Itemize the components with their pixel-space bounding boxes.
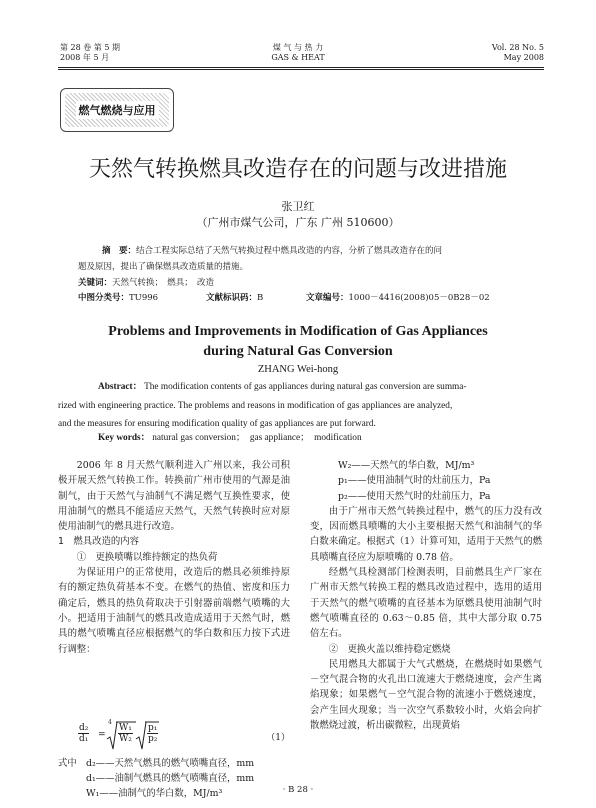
p1-desc: p₁——使用油制气时的灶前压力，Pa — [338, 475, 491, 487]
intro-paragraph: 2006 年 8 月天然气顺利进入广州以来，我公司积极开展天然气转换工作。转换前广州市使用的气源是油制气，由于天然气与油制气不满足燃气互换性要求，使用油制气的燃具不能适应天然气，天然气转换时应对原使用油制气的燃具进行改造。 — [58, 460, 290, 533]
section-heading-1: 1 燃具改造的内容 — [58, 536, 139, 548]
affiliation: （广州市煤气公司，广东 广州 510600） — [196, 216, 400, 229]
w1-desc: W₁——油制气的华白数，MJ/m³ — [86, 788, 223, 799]
radical-sign — [106, 721, 118, 751]
section-badge — [60, 88, 174, 132]
abstract-cn-line1: 摘 要：结合工程实际总结了天然气转换过程中燃具改造的内容，分析了燃具改造存在的问 — [102, 246, 443, 256]
header-left: 第 28 卷 第 5 期 2008 年 5 月 — [60, 43, 120, 62]
left-column — [58, 458, 290, 657]
subheading-2: ② 更换火盖以维持稳定燃烧 — [328, 643, 451, 655]
paragraph-2: 为保证用户的正常使用，改造后的燃具必须维持原有的额定热负荷基本不变。在燃气的热值、密度和压力确定后，燃具的热负荷取决于引射器前端燃气喷嘴的大小。把适用于油制气的燃具改造成适用于天然气时，燃具的燃气喷嘴直径应根据燃气的华白数和压力按下式进行调整： — [58, 567, 290, 655]
where-label: 式中 — [58, 758, 77, 769]
article-title: 天然气转换燃具改造存在的问题与改进措施 — [88, 157, 507, 182]
formula-p-ratio: $\frac{\text{p₁}}{\text{p₂}}$ — [148, 723, 158, 744]
article-id: 文章编号：1000－4416(2008)05－0B28－02 — [306, 293, 490, 303]
keywords-cn-label: 关键词： — [78, 278, 113, 288]
formula-lhs: $\frac{\text{d₂}}{\text{d₁}}$ — [79, 723, 89, 744]
paragraph-5: 民用燃具大都属于大气式燃烧，在燃烧时如果燃气－空气混合物的火孔出口流速大于燃烧速度，会产生离焰现象；如果燃气－空气混合物的流速小于燃烧速度，会产生回火现象；当一次空气系数较小时，火焰会向扩散燃烧过渡，析出碳微粒，出现黄焰 — [310, 658, 542, 732]
d1-desc: d₁——油制气燃具的燃气喷嘴直径，mm — [86, 773, 255, 784]
english-abstract-label: Abstract： — [98, 382, 142, 392]
keywords-cn: 关键词：天然气转换； 燃具； 改造 — [78, 278, 215, 288]
header-journal: 煤 气 与 热 力 GAS & HEAT — [271, 43, 325, 62]
abstract-cn-label: 摘 要： — [102, 246, 137, 256]
section-badge-label: 燃气燃烧与应用 — [76, 101, 159, 119]
p2-desc: p₂——使用天然气时的灶前压力，Pa — [338, 490, 491, 502]
clc: 中图分类号：TU996 — [78, 293, 159, 303]
paragraph-4: 经燃气具检测部门检测表明，目前燃具生产厂家在广州市天然气转换工程的燃具改造过程中，选用的适用于天然气的燃气喷嘴的直径基本为原燃具使用油制气时燃气喷嘴直径的 0.63～0.85 倍，其中大部分取 0.75 倍左右。 — [310, 567, 542, 640]
english-author: ZHANG Wei-hong — [257, 364, 339, 375]
author: 张卫红 — [281, 200, 315, 213]
formula-w-ratio: $\frac{\text{W₁}}{\text{W₂}}$ — [119, 723, 132, 744]
d2-desc: d₂——天然气燃具的燃气喷嘴直径，mm — [86, 758, 255, 769]
header-rule — [58, 67, 544, 68]
radical-sign-2 — [135, 721, 147, 751]
header-right: Vol. 28 No. 5 May 2008 — [491, 43, 544, 62]
section-badge-pattern — [65, 93, 169, 127]
w2-desc: W₂——天然气的华白数，MJ/m³ — [338, 460, 475, 471]
formula-1: $\frac{\text{d₂}}{\text{d₁}}$ = 4 $\frac{\text{W₁}}{\text{W₂}}$ $\frac{\text{p₁}}{\text{p₂}}$ （1） — [78, 719, 290, 753]
paragraph-3: 由于广州市天然气转换过程中，燃气的压力没有改变，因而燃具喷嘴的大小主要根据天然气和油制气的华白数来确定。根据式（1）计算可知，适用于天然气的燃具喷嘴直径应为原喷嘴的 0.78 倍。 — [310, 505, 542, 563]
subheading-1: ① 更换喷嘴以维持额定的热负荷 — [76, 551, 218, 563]
classification-line — [78, 292, 538, 304]
english-abstract: Abstract： The modification contents of gas appliances during natural gas conversion are summa- rized with engineering practice. The problems and reasons in modification of gas appliances are analyzed, and the measures for ensuring modification quality of gas appliances are put forward. — [58, 382, 467, 429]
doc-code: 文献标识码：B — [206, 293, 264, 303]
english-title: Problems and Improvements in Modification of Gas Appliances during Natural Gas Conversion — [108, 324, 488, 359]
abstract-cn-line2: 题及原因，提出了确保燃具改造质量的措施。 — [78, 262, 249, 272]
page-number: · B 28 · — [282, 785, 314, 795]
right-column — [310, 458, 542, 733]
header-rule-thin — [58, 69, 544, 70]
english-keywords: Key words： natural gas conversion； gas appliance； modification — [98, 433, 362, 443]
formula-number: （1） — [266, 733, 290, 743]
